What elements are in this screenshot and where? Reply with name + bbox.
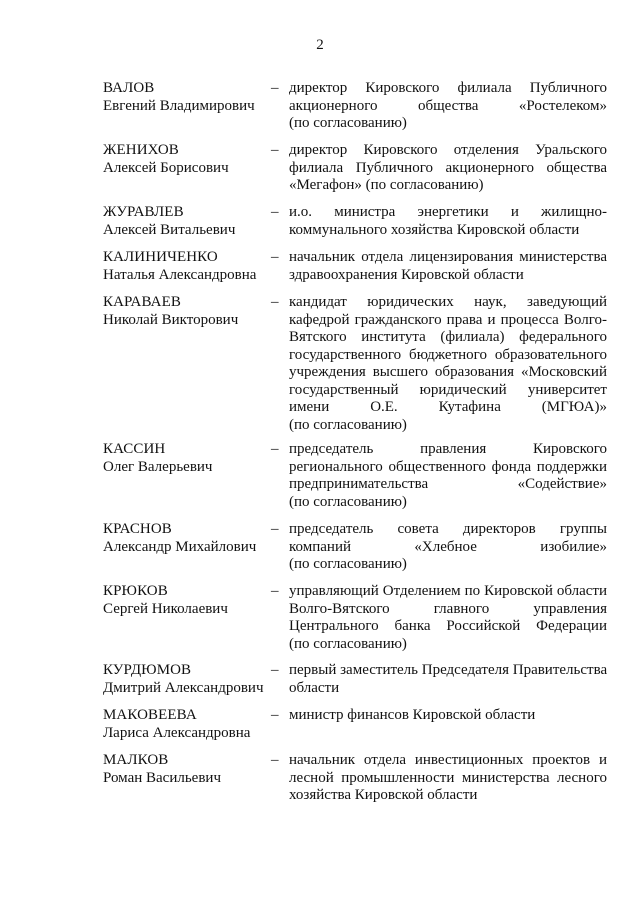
position-line: лесной промышленности министерства лесного (289, 769, 607, 786)
member-position (289, 142, 607, 195)
position-line: (по согласованию) (289, 556, 407, 572)
position-line: (по согласованию) (289, 115, 407, 131)
position-line: начальник отдела инвестиционных проектов и (289, 752, 607, 768)
separator-dash: – (271, 204, 279, 220)
member-given-names: Александр Михайлович (103, 538, 257, 555)
position-line: регионального общественного фонда поддержки (289, 458, 607, 475)
position-line: учреждения высшего образования «Московский (289, 364, 607, 380)
member-surname: ЖУРАВЛЕВ (103, 204, 184, 220)
position-line: кафедрой гражданского права и процесса Волго- (289, 311, 607, 328)
member-surname: КАРАВАЕВ (103, 294, 181, 310)
position-line: акционерного общества «Ростелеком» (289, 97, 607, 114)
member-name (103, 752, 273, 787)
position-line: директор Кировского филиала Публичного (289, 80, 607, 96)
member-name (103, 707, 273, 742)
separator-dash: – (271, 707, 279, 723)
page-number: 2 (316, 37, 324, 53)
member-given-names: Евгений Владимирович (103, 97, 255, 114)
position-line: управляющий Отделением по Кировской области (289, 583, 607, 599)
member-name (103, 80, 273, 115)
member-surname: КАССИН (103, 441, 166, 457)
separator-dash: – (271, 294, 279, 310)
member-surname: ВАЛОВ (103, 80, 155, 96)
position-line: (по согласованию) (289, 493, 407, 510)
member-name (103, 583, 273, 618)
separator-dash: – (271, 142, 279, 158)
member-position (289, 204, 607, 239)
separator-dash: – (271, 441, 279, 457)
member-surname: КУРДЮМОВ (103, 662, 192, 678)
member-position (289, 583, 607, 653)
position-line: кандидат юридических наук, заведующий (289, 294, 607, 310)
separator-dash: – (271, 662, 279, 678)
member-given-names: Дмитрий Александрович (103, 679, 264, 696)
position-line: директор Кировского отделения Уральского (289, 142, 607, 158)
position-line: здравоохранения Кировской области (289, 266, 524, 283)
position-line: первый заместитель Председателя Правительства (289, 662, 608, 678)
position-line: компаний «Хлебное изобилие» (289, 538, 607, 555)
member-name (103, 294, 273, 329)
member-position (289, 662, 607, 697)
member-position (289, 249, 607, 284)
member-position (289, 294, 607, 434)
position-line: (по согласованию) (289, 635, 407, 652)
position-line: председатель совета директоров группы (289, 521, 607, 537)
member-name (103, 521, 273, 556)
position-line: хозяйства Кировской области (289, 787, 478, 803)
member-position (289, 752, 607, 805)
member-surname: КРАСНОВ (103, 521, 172, 537)
member-surname: КАЛИНИЧЕНКО (103, 249, 218, 265)
member-name (103, 204, 273, 239)
member-position (289, 521, 607, 574)
separator-dash: – (271, 583, 279, 599)
position-line: имени О.Е. Кутафина (МГЮА)» (289, 399, 607, 415)
member-given-names: Алексей Витальевич (103, 221, 236, 238)
separator-dash: – (271, 249, 279, 265)
position-line: государственный юридический университет (289, 381, 607, 398)
member-surname: МАЛКОВ (103, 752, 169, 768)
position-line: начальник отдела лицензирования министерства (289, 249, 607, 265)
position-line: «Мегафон» (по согласованию) (289, 177, 484, 193)
position-line: и.о. министра энергетики и жилищно- (289, 204, 607, 220)
member-name (103, 662, 273, 697)
member-name (103, 441, 273, 476)
member-position (289, 80, 607, 133)
member-surname: МАКОВЕЕВА (103, 707, 197, 723)
separator-dash: – (271, 752, 279, 768)
member-given-names: Николай Викторович (103, 311, 239, 328)
position-line: коммунального хозяйства Кировской области (289, 221, 580, 238)
position-line: государственного бюджетного образовательного (289, 346, 607, 363)
position-line: Центрального банка Российской Федерации (289, 618, 607, 634)
member-given-names: Сергей Николаевич (103, 600, 228, 617)
position-line: министр финансов Кировской области (289, 707, 536, 723)
member-given-names: Алексей Борисович (103, 159, 229, 176)
position-line: области (289, 679, 340, 696)
position-line: Волго-Вятского главного управления (289, 600, 607, 617)
separator-dash: – (271, 80, 279, 96)
member-name (103, 249, 273, 284)
member-surname: ЖЕНИХОВ (103, 142, 179, 158)
member-position (289, 441, 607, 511)
member-position (289, 707, 607, 725)
position-line: Вятского института (филиала) федерального (289, 329, 607, 345)
separator-dash: – (271, 521, 279, 537)
member-given-names: Роман Васильевич (103, 769, 221, 786)
member-given-names: Лариса Александровна (103, 724, 251, 741)
position-line: председатель правления Кировского (289, 441, 607, 457)
position-line: филиала Публичного акционерного общества (289, 159, 607, 176)
member-given-names: Олег Валерьевич (103, 458, 213, 475)
member-surname: КРЮКОВ (103, 583, 168, 599)
position-line: предпринимательства «Содействие» (289, 476, 607, 492)
member-given-names: Наталья Александровна (103, 266, 257, 283)
position-line: (по согласованию) (289, 416, 407, 433)
member-name (103, 142, 273, 177)
